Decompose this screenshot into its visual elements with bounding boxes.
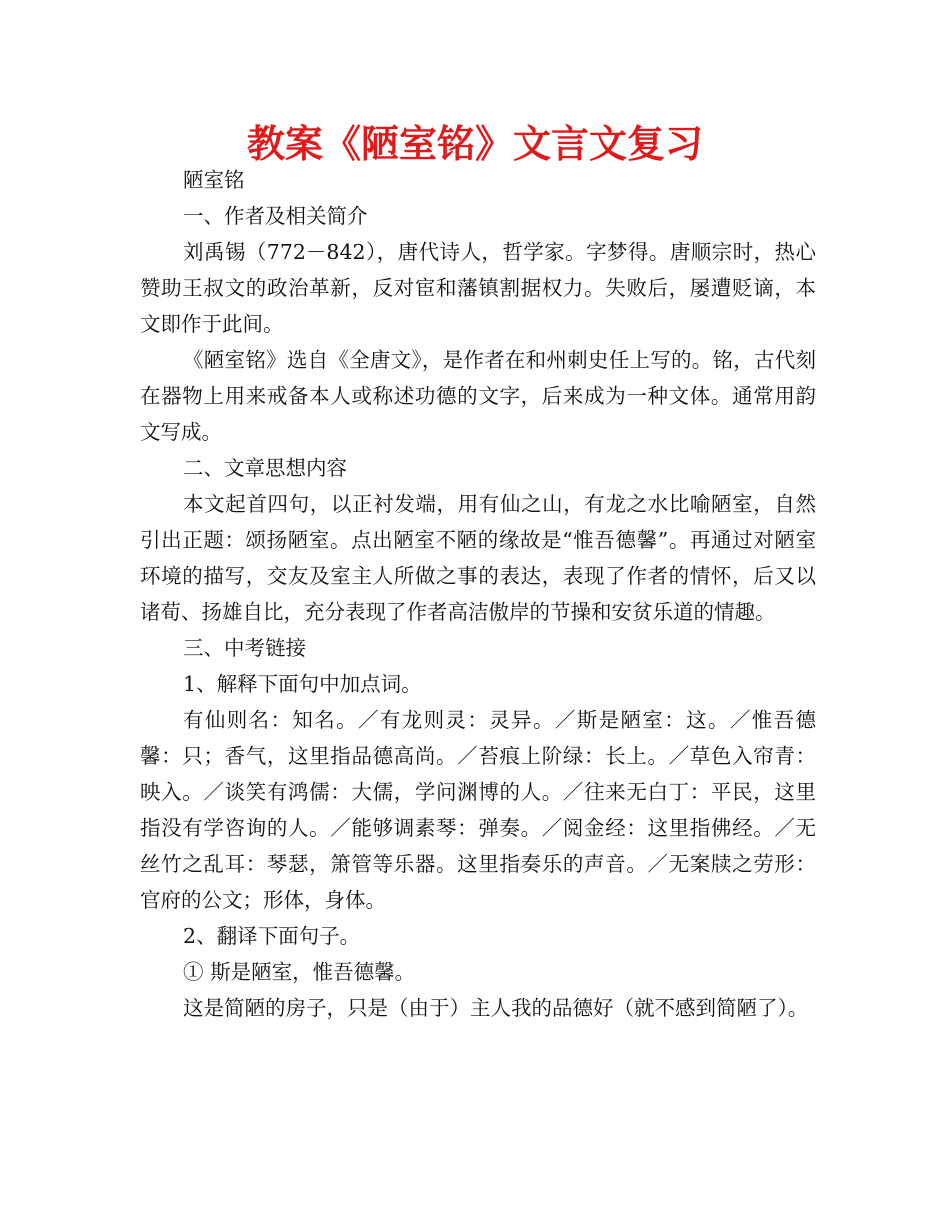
subsection-heading: 2、翻译下面句子。 (183, 924, 361, 948)
document-body (140, 162, 816, 1026)
paragraph: ① 斯是陋室，惟吾德馨。 (183, 960, 416, 984)
section-heading: 陋室铭 (183, 168, 245, 192)
paragraph: 刘禹锡（772－842），唐代诗人，哲学家。字梦得。唐顺宗时，热心赞助王叔文的政治革新，反对宦和藩镇割据权力。失败后，屡遭贬谪，本文即作于此间。 (140, 240, 816, 336)
subsection-heading: 1、解释下面句中加点词。 (183, 672, 422, 696)
paragraph: 本文起首四句，以正衬发端，用有仙之山，有龙之水比喻陋室，自然引出正题：颂扬陋室。点出陋室不陋的缘故是“惟吾德馨”。再通过对陋室环境的描写，交友及室主人所做之事的表达，表现了作者的情怀，后又以诸荀、扬雄自比，充分表现了作者高洁傲岸的节操和安贫乐道的情趣。 (140, 492, 816, 624)
section-heading: 一、作者及相关简介 (183, 204, 368, 228)
section-heading: 二、文章思想内容 (183, 456, 348, 480)
paragraph: 有仙则名：知名。／有龙则灵：灵异。／斯是陋室：这。／惟吾德馨：只；香气，这里指品德高尚。／苔痕上阶绿：长上。／草色入帘青：映入。／谈笑有鸿儒：大儒，学问渊博的人。／往来无白丁：平民，这里指没有学咨询的人。／能够调素琴：弹奏。／阅金经：这里指佛经。／无丝竹之乱耳：琴瑟，箫管等乐器。这里指奏乐的声音。／无案牍之劳形：官府的公文；形体，身体。 (140, 708, 816, 912)
section-heading: 三、中考链接 (183, 636, 307, 660)
document-title: 教案《陋室铭》文言文复习 (246, 122, 703, 166)
paragraph: 《陋室铭》选自《全唐文》，是作者在和州刺史任上写的。铭，古代刻在器物上用来戒备本人或称述功德的文字，后来成为一种文体。通常用韵文写成。 (140, 348, 816, 444)
paragraph: 这是简陋的房子，只是（由于）主人我的品德好（就不感到简陋了）。 (183, 996, 809, 1020)
